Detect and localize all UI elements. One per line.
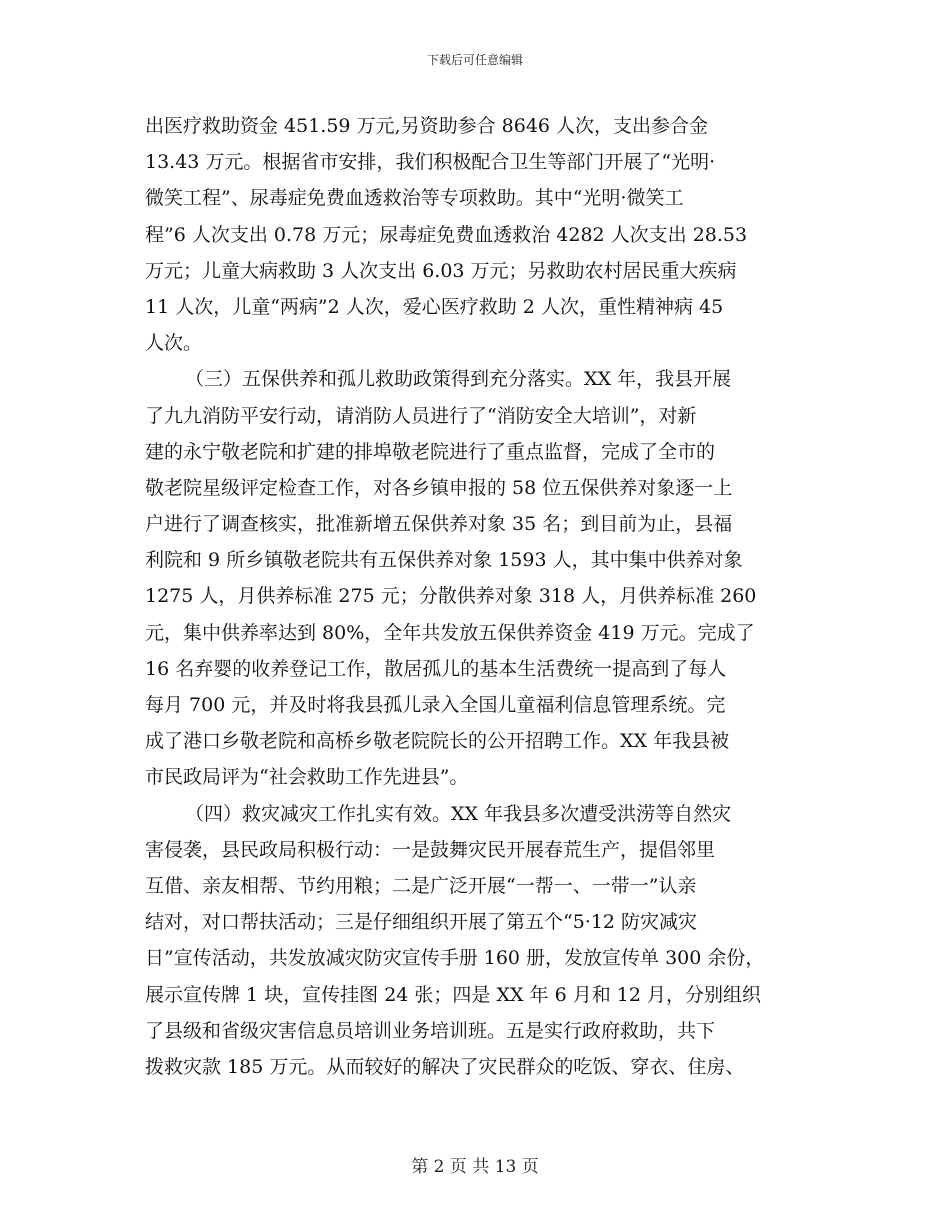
text-line: 人次。 xyxy=(145,332,203,355)
text-line: 程”6 人次支出 0.78 万元；尿毒症免费血透救治 4282 人次支出 28.53 xyxy=(145,223,748,246)
text-line: 16 名弃婴的收养登记工作，散居孤儿的基本生活费统一提高到了每人 xyxy=(145,657,727,680)
text-line: 微笑工程”、尿毒症免费血透救治等专项救助。其中“光明·微笑工 xyxy=(145,187,684,210)
text-line: 日”宣传活动，共发放减灾防灾宣传手册 160 册，发放宣传单 300 余份， xyxy=(145,947,765,970)
text-line: 元，集中供养率达到 80%，全年共发放五保供养资金 419 万元。完成了 xyxy=(145,621,755,644)
text-line: 成了港口乡敬老院和高桥乡敬老院院长的公开招聘工作。XX 年我县被 xyxy=(145,730,730,753)
body-text xyxy=(145,108,825,1085)
text-line: 万元；儿童大病救助 3 人次支出 6.03 万元；另救助农村居民重大疾病 xyxy=(145,259,737,282)
text-line: 户进行了调查核实，批准新增五保供养对象 35 名；到目前为止，县福 xyxy=(145,513,733,536)
text-line: 互借、亲友相帮、节约用粮；二是广泛开展“一帮一、一带一”认亲 xyxy=(145,874,697,897)
text-line: 每月 700 元，并及时将我县孤儿录入全国儿童福利信息管理系统。完 xyxy=(145,694,726,716)
text-line: 害侵袭，县民政局积极行动：一是鼓舞灾民开展春荒生产，提倡邻里 xyxy=(145,838,716,861)
section-heading-line: （三）五保供养和孤儿救助政策得到充分落实。XX 年，我县开展 xyxy=(185,368,732,391)
text-line: 敬老院星级评定检查工作，对各乡镇申报的 58 位五保供养对象逐一上 xyxy=(145,476,733,499)
text-line: 了九九消防平安行动，请消防人员进行了“消防安全大培训”，对新 xyxy=(145,404,697,427)
text-line: 11 人次，儿童“两病”2 人次，爱心医疗救助 2 人次，重性精神病 45 xyxy=(145,295,724,318)
section-heading-line: （四）救灾减灾工作扎实有效。XX 年我县多次遭受洪涝等自然灾 xyxy=(185,802,732,825)
text-line: 展示宣传牌 1 块，宣传挂图 24 张；四是 XX 年 6 月和 12 月，分别组织 xyxy=(145,983,761,1006)
text-line: 出医疗救助资金 451.59 万元,另资助参合 8646 人次，支出参合金 xyxy=(145,115,709,137)
text-line: 1275 人，月供养标准 275 元；分散供养对象 318 人，月供养标准 260 xyxy=(145,585,757,608)
text-line: 市民政局评为“社会救助工作先进县”。 xyxy=(145,766,469,789)
text-line: 了县级和省级灾害信息员培训业务培训班。五是实行政府救助，共下 xyxy=(145,1019,716,1042)
text-line: 利院和 9 所乡镇敬老院共有五保供养对象 1593 人，其中集中供养对象 xyxy=(145,549,743,572)
text-line: 建的永宁敬老院和扩建的排埠敬老院进行了重点监督，完成了全市的 xyxy=(145,440,716,463)
page-header: 下载后可任意编辑 xyxy=(426,53,523,67)
text-line: 13.43 万元。根据省市安排，我们积极配合卫生等部门开展了“光明· xyxy=(145,151,716,174)
text-line: 拨救灾款 185 万元。从而较好的解决了灾民群众的吃饭、穿衣、住房、 xyxy=(145,1055,745,1078)
page-footer: 第 2 页 共 13 页 xyxy=(411,1157,539,1177)
text-line: 结对，对口帮扶活动；三是仔细组织开展了第五个“5·12 防灾减灾 xyxy=(145,911,698,934)
